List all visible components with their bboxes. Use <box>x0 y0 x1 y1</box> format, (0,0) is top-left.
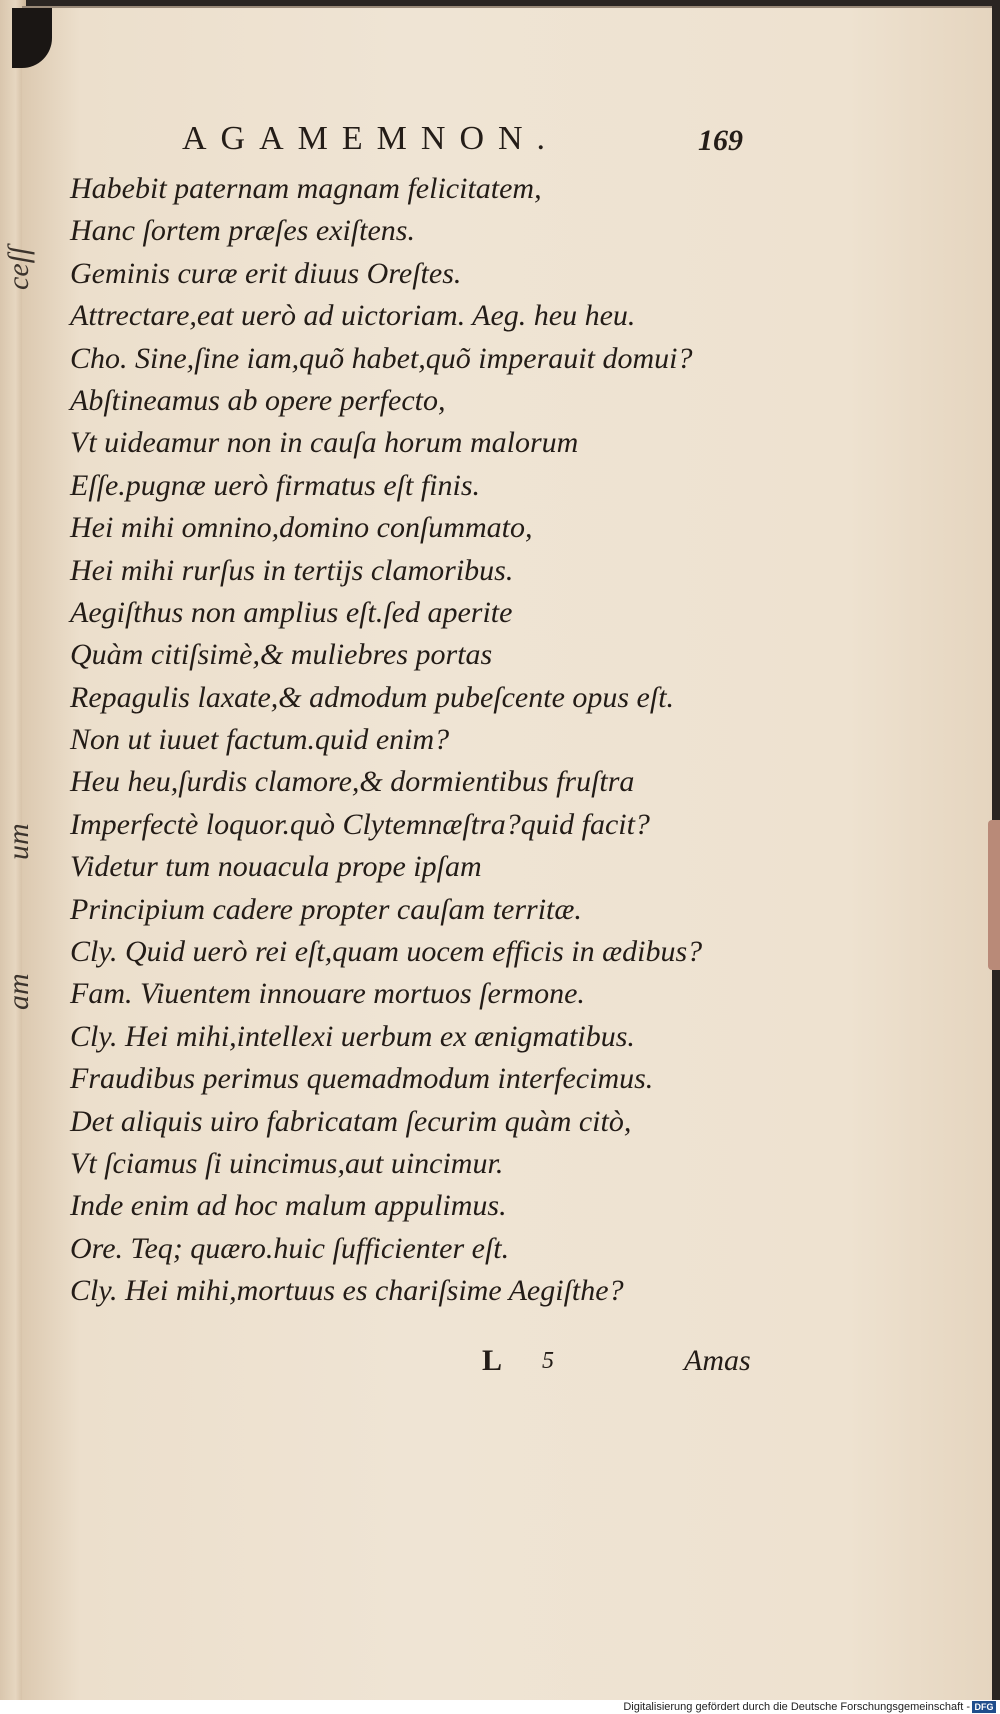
catchword: Amas <box>684 1344 751 1377</box>
page-footer <box>482 1344 782 1384</box>
margin-fragment: um <box>2 823 35 860</box>
margin-fragment: am <box>2 973 35 1010</box>
binding-tab <box>988 820 1000 970</box>
verse-line: Cly. Quid uerò rei eſt,quam uocem efficis in ædibus? <box>70 935 703 969</box>
verse-line: Cly. Hei mihi,mortuus es chariſsime Aegiſthe? <box>70 1274 624 1308</box>
signature-number: 5 <box>542 1348 554 1374</box>
verse-line: Attrectare,eat uerò ad uictoriam. Aeg. heu heu. <box>70 299 636 333</box>
verse-line: Habebit paternam magnam felicitatem, <box>70 172 542 205</box>
page-corner-shadow <box>12 8 52 68</box>
verse-line: Hei mihi omnino,domino conſummato, <box>70 511 533 545</box>
verse-line: Det aliquis uiro fabricatam ſecurim quàm citò, <box>70 1104 632 1138</box>
book-page <box>22 6 992 1708</box>
verse-line: Quàm citiſsimè,& muliebres portas <box>70 638 493 672</box>
signature-mark: L <box>482 1344 503 1377</box>
verse-line: Fraudibus perimus quemadmodum interfecimus. <box>70 1062 654 1096</box>
verse-line: Hei mihi rurſus in tertijs clamoribus. <box>70 553 514 587</box>
verse-line: Abſtineamus ab opere perfecto, <box>70 383 446 417</box>
verse-line: Eſſe.pugnæ uerò firmatus eſt finis. <box>70 468 480 502</box>
verse-line: Cly. Hei mihi,intellexi uerbum ex ænigmatibus. <box>70 1019 635 1053</box>
digitization-credit: Digitalisierung gefördert durch die Deutsche Forschungsgemeinschaft - <box>623 1701 970 1713</box>
page-number: 169 <box>698 124 743 157</box>
verse-line: Vt uideamur non in cauſa horum malorum <box>70 426 579 460</box>
verse-line: Imperfectè loquor.quò Clytemnæſtra?quid facit? <box>70 807 650 841</box>
verse-line: Videtur tum nouacula prope ipſam <box>70 850 482 884</box>
margin-fragment: ceſſ <box>2 246 35 290</box>
verse-line: Principium cadere propter cauſam territæ. <box>70 892 582 926</box>
verse-lines <box>70 168 770 1313</box>
verse-line: Hanc ſortem præſes exiſtens. <box>70 214 415 248</box>
verse-line: Non ut iuuet factum.quid enim? <box>70 723 450 757</box>
verse-line: Geminis curæ erit diuus Oreſtes. <box>70 256 462 290</box>
verse-line: Vt ſciamus ſi uincimus,aut uincimur. <box>70 1146 504 1180</box>
verse-line: Fam. Viuentem innouare mortuos ſermone. <box>70 977 585 1011</box>
verse-line: Ore. Teq; quæro.huic ſufficienter eſt. <box>70 1231 510 1265</box>
verse-line: Cho. Sine,ſine iam,quõ habet,quõ imperauit domui? <box>70 341 693 375</box>
dfg-logo: DFG <box>972 1701 996 1713</box>
running-header: AGAMEMNON. <box>182 120 560 157</box>
verse-line: Aegiſthus non amplius eſt.ſed aperite <box>70 595 513 629</box>
verse-line: Heu heu,ſurdis clamore,& dormientibus fruſtra <box>70 765 635 799</box>
verse-line: Inde enim ad hoc malum appulimus. <box>70 1189 507 1223</box>
verse-line: Repagulis laxate,& admodum pubeſcente opus eſt. <box>70 680 675 714</box>
